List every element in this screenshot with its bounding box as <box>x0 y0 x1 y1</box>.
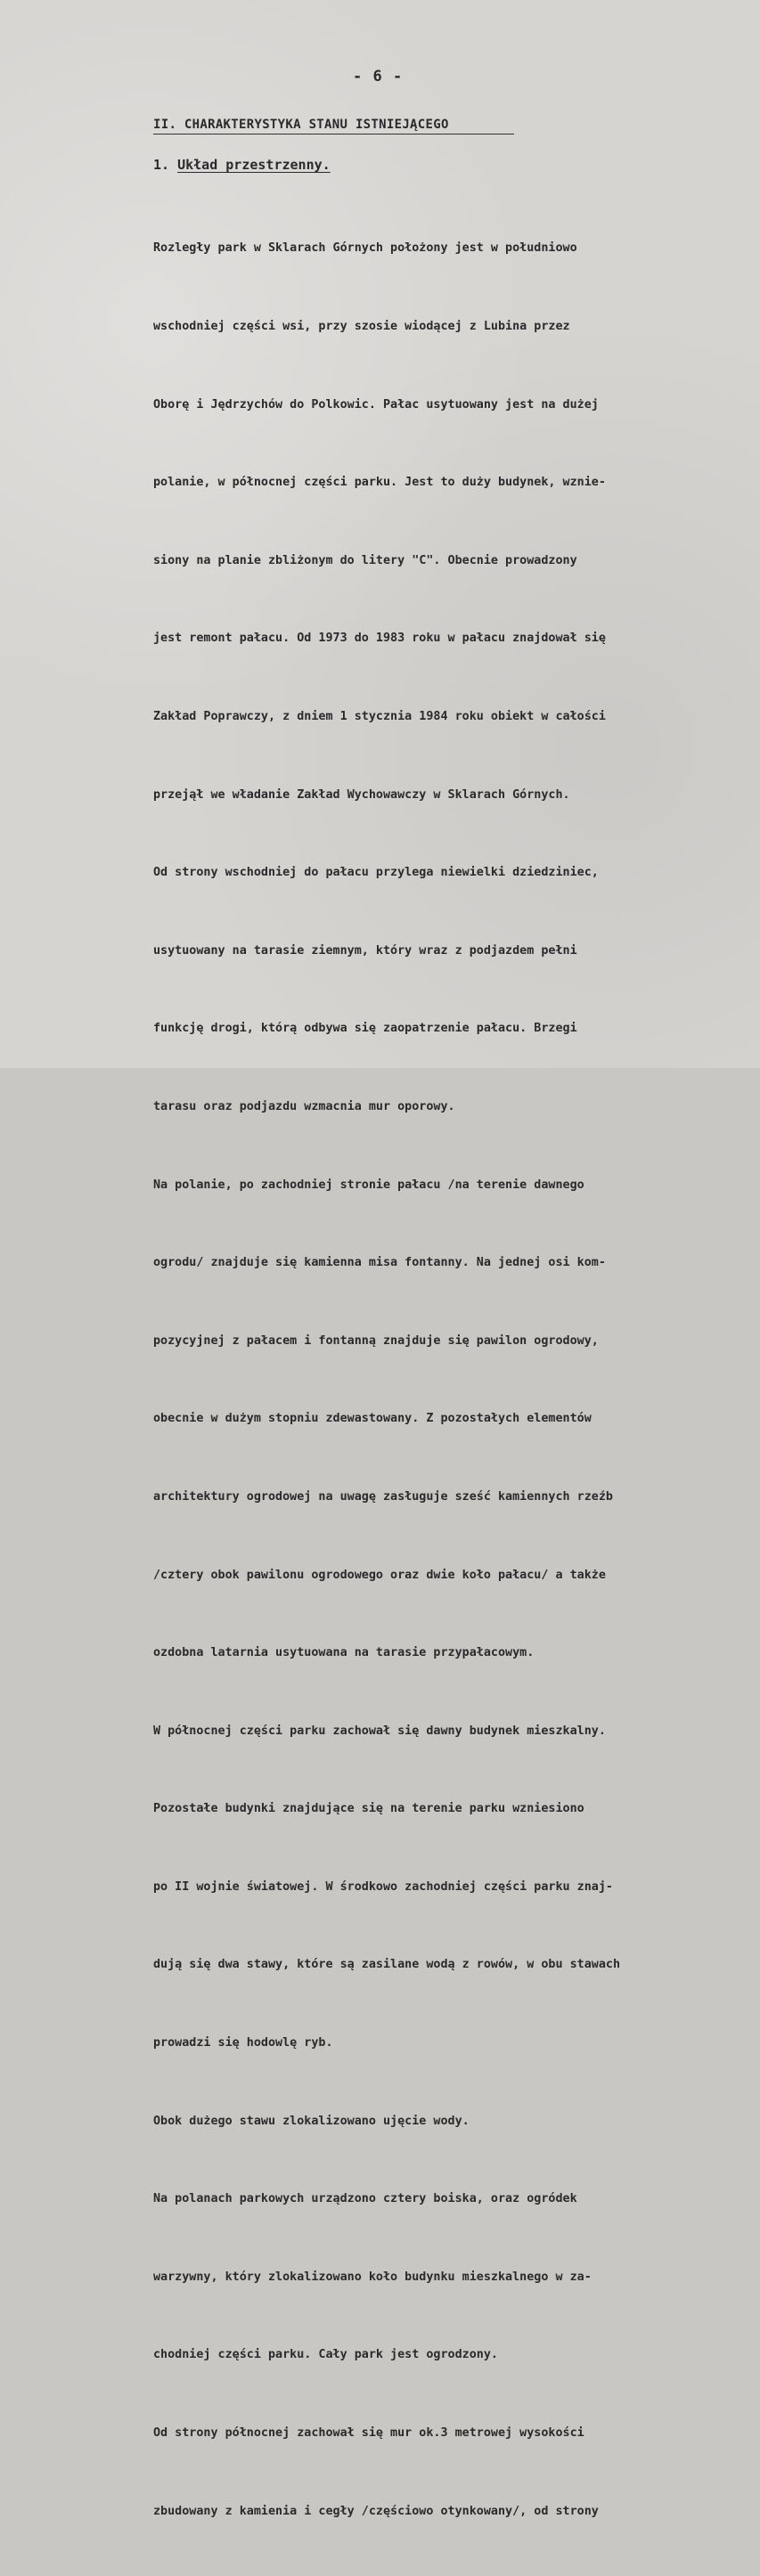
text-line: Pozostałe budynki znajdujące się na terenie parku wzniesiono <box>153 1802 584 1816</box>
text-line: ogrodu/ znajduje się kamienna misa fontanny. Na jednej osi kom- <box>153 1256 606 1270</box>
text-line: tarasu oraz podjazdu wzmacnia mur oporowy. <box>153 1099 455 1113</box>
text-line: W północnej części parku zachował się dawny budynek mieszkalny. <box>153 1724 606 1738</box>
text-line: Na polanie, po zachodniej stronie pałacu /na terenie dawnego <box>153 1178 584 1192</box>
text-line: /cztery obok pawilonu ogrodowego oraz dwie koło pałacu/ a także <box>153 1568 606 1582</box>
text-line: funkcję drogi, którą odbywa się zaopatrzenie pałacu. Brzegi <box>153 1022 577 1036</box>
text-line: Obok dużego stawu zlokalizowano ujęcie wody. <box>153 2114 470 2128</box>
text-line: ozdobna latarnia usytuowana na tarasie przypałacowym. <box>153 1646 535 1660</box>
text-line: chodniej części parku. Cały park jest ogrodzony. <box>153 2348 498 2362</box>
text-line: jest remont pałacu. Od 1973 do 1983 roku w pałacu znajdował się <box>153 632 606 646</box>
text-line: Od strony północnej zachował się mur ok.3 metrowej wysokości <box>153 2426 584 2441</box>
text-line: Zakład Poprawczy, z dniem 1 stycznia 1984 roku obiekt w całości <box>153 709 606 723</box>
section-title: II. CHARAKTERYSTYKA STANU ISTNIEJĄCEGO <box>153 118 514 135</box>
text-line: architektury ogrodowej na uwagę zasługuje sześć kamiennych rzeźb <box>153 1489 613 1504</box>
subsection-heading <box>153 157 331 173</box>
text-line: Od strony wschodniej do pałacu przylega niewielki dziedziniec, <box>153 866 599 880</box>
text-line: siony na planie zbliżonym do litery "C". Obecnie prowadzony <box>153 553 577 567</box>
text-line: Na polanach parkowych urządzono cztery boiska, oraz ogródek <box>153 2192 577 2206</box>
text-line: Rozległy park w Sklarach Górnych położony jest w południowo <box>153 241 577 256</box>
text-line: warzywny, który zlokalizowano koło budynku mieszkalnego w za- <box>153 2270 592 2284</box>
text-line: po II wojnie światowej. W środkowo zachodniej części parku znaj- <box>153 1879 613 1894</box>
text-line: wschodniej części wsi, przy szosie wiodącej z Lubina przez <box>153 320 570 333</box>
text-line: usytuowany na tarasie ziemnym, który wraz z podjazdem pełni <box>153 943 577 958</box>
text-line: zbudowany z kamienia i cegły /częściowo otynkowany/, od strony <box>153 2504 599 2518</box>
text-line: pozycyjnej z pałacem i fontanną znajduje się pawilon ogrodowy, <box>153 1333 599 1348</box>
text-line: dują się dwa stawy, które są zasilane wodą z rowów, w obu stawach <box>153 1958 621 1972</box>
text-line: Oborę i Jędrzychów do Polkowic. Pałac usytuowany jest na dużej <box>153 397 599 412</box>
page-number: - 6 - <box>353 68 404 86</box>
subsection-number: 1. <box>153 157 170 173</box>
body-text <box>153 183 759 2576</box>
text-line: prowadzi się hodowlę ryb. <box>153 2036 333 2050</box>
subsection-title: Układ przestrzenny. <box>177 157 331 173</box>
text-line: polanie, w północnej części parku. Jest to duży budynek, wznie- <box>153 476 606 490</box>
text-line: przejął we władanie Zakład Wychowawczy w Sklarach Górnych. <box>153 787 570 802</box>
text-line: obecnie w dużym stopniu zdewastowany. Z pozostałych elementów <box>153 1412 592 1426</box>
